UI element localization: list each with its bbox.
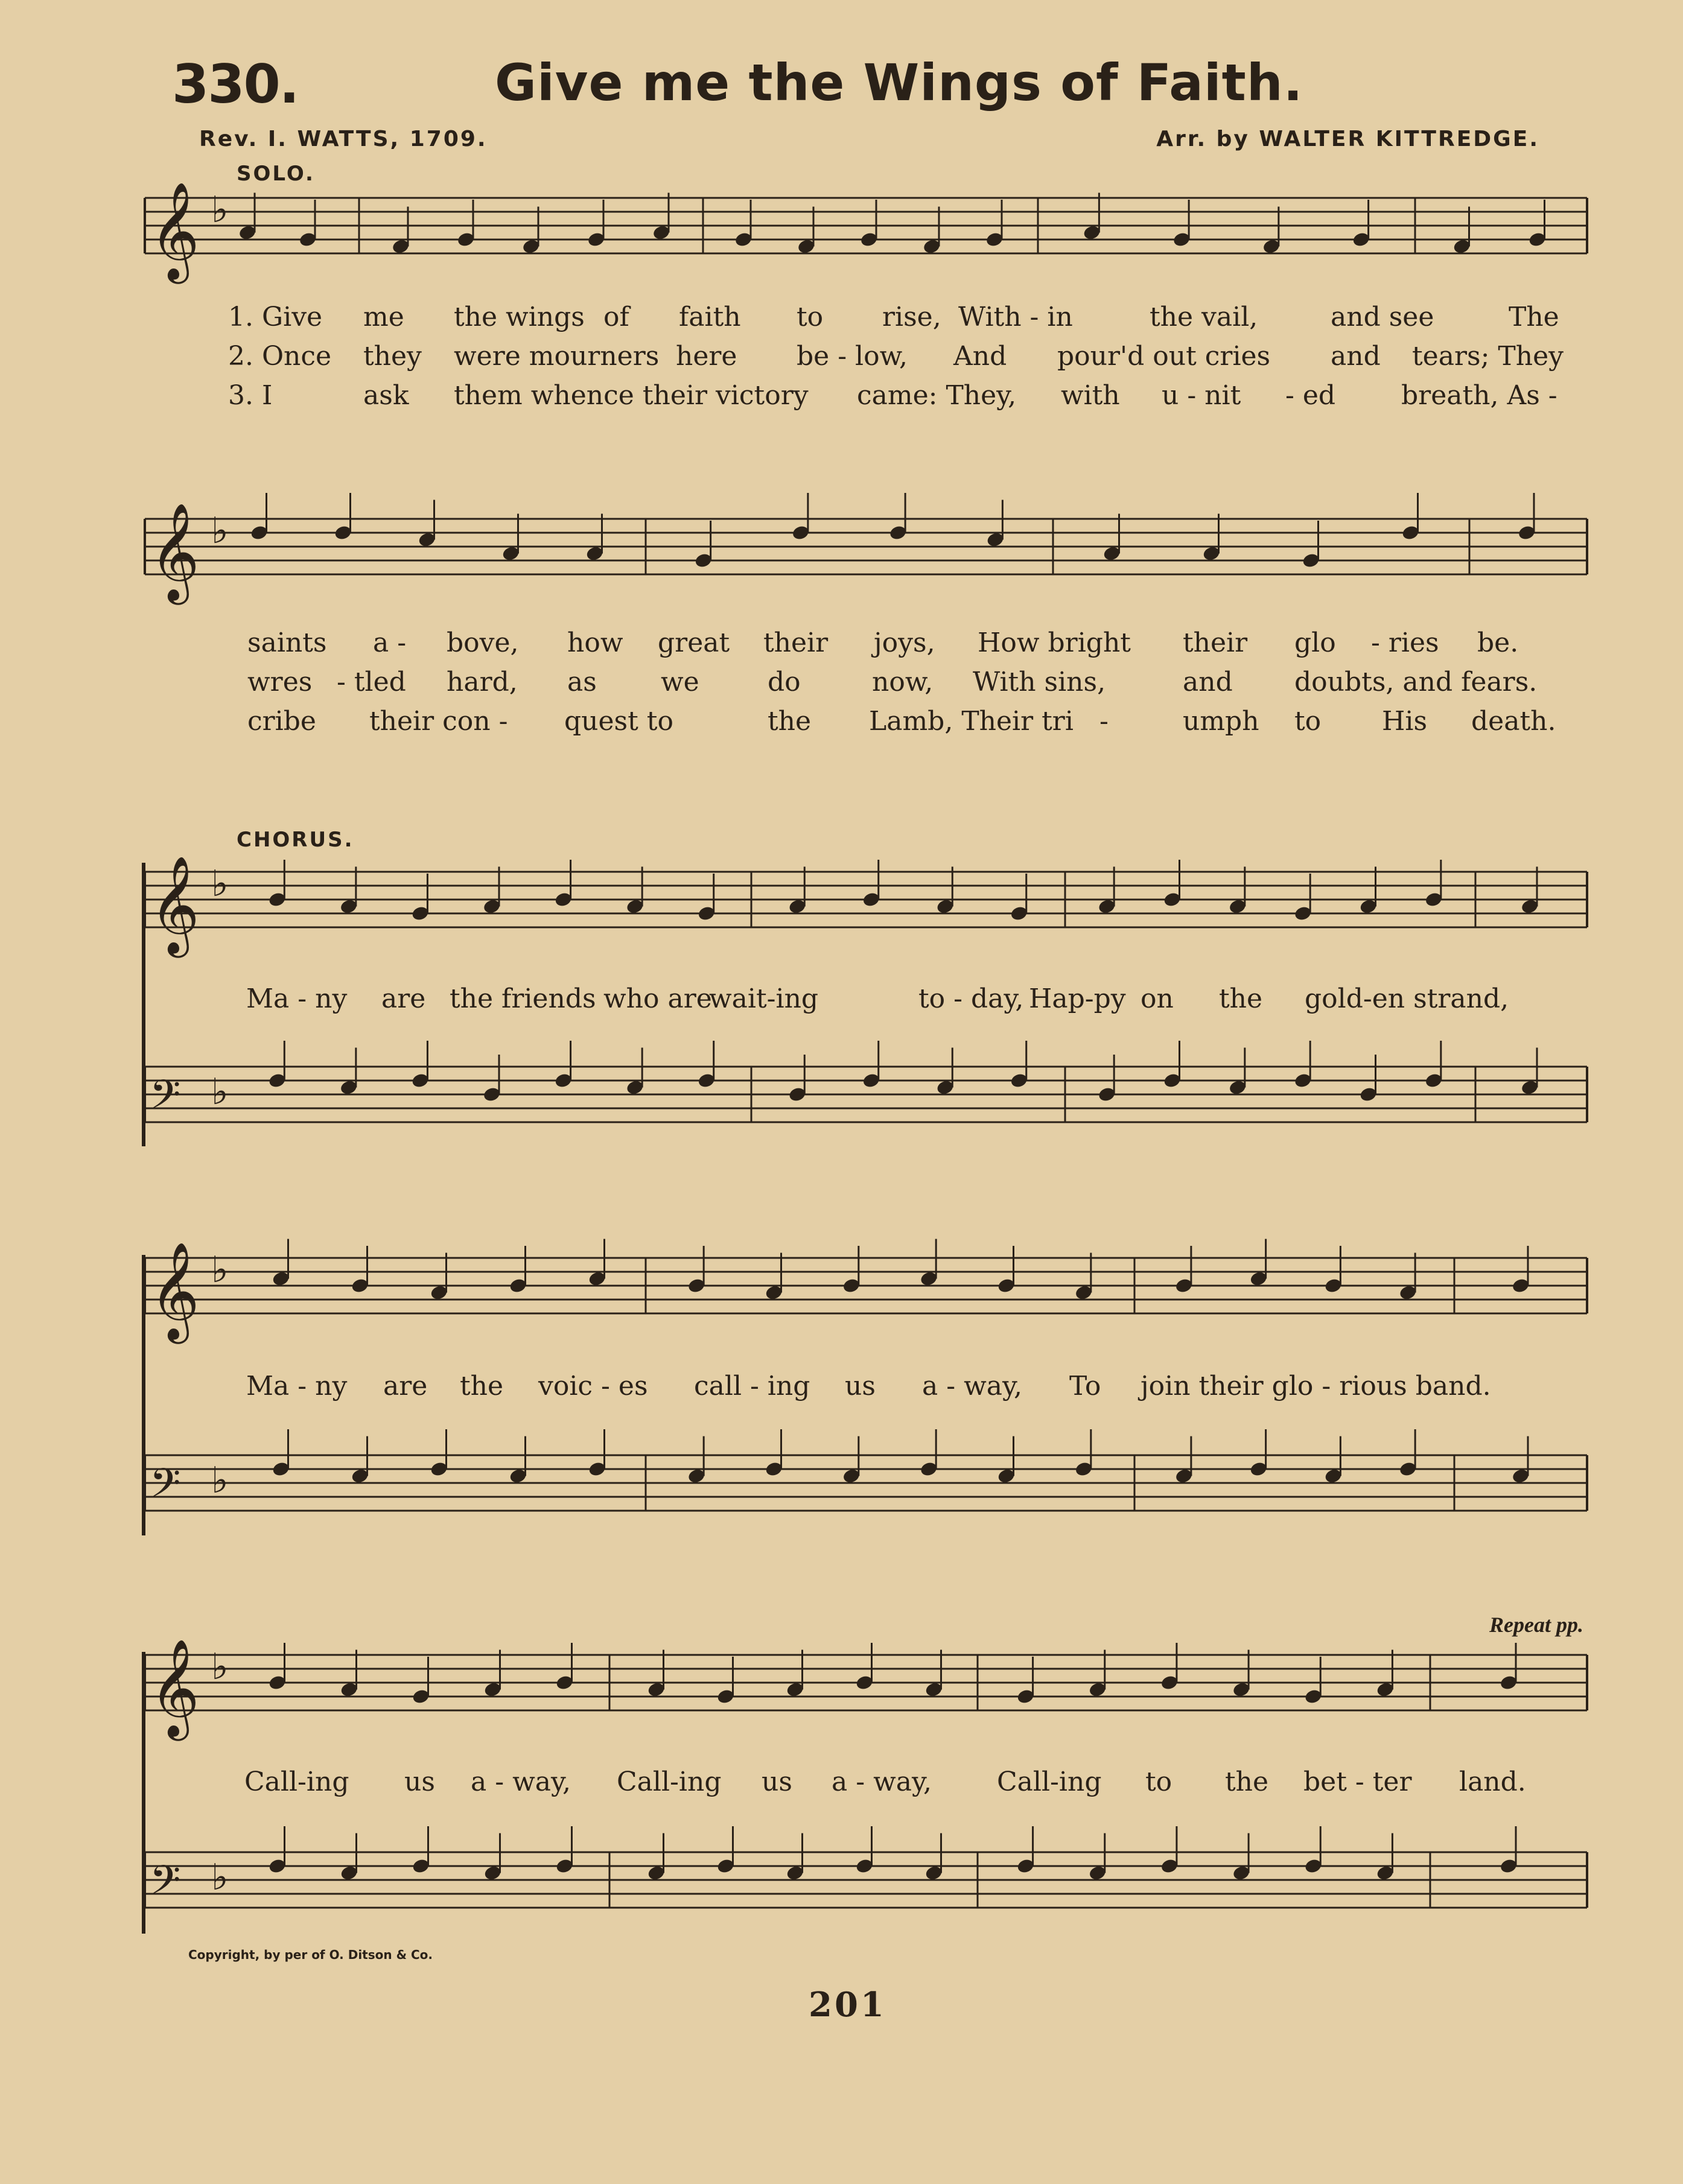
- hymn-title: Give me the Wings of Faith.: [495, 53, 1303, 112]
- flat-icon: ♭: [211, 1856, 229, 1899]
- treble-clef-icon: 𝄞: [150, 182, 200, 280]
- solo-direction: SOLO.: [237, 162, 315, 186]
- flat-icon: ♭: [211, 1071, 229, 1113]
- flat-icon: ♭: [211, 1646, 229, 1688]
- treble-clef-icon: 𝄞: [150, 856, 200, 954]
- copyright-notice: Copyright, by per of O. Ditson & Co.: [188, 1948, 433, 1962]
- flat-icon: ♭: [211, 1249, 229, 1291]
- bass-clef-icon: 𝄢: [150, 1857, 181, 1913]
- arranger-credit: Arr. by WALTER KITTREDGE.: [1156, 127, 1539, 151]
- flat-icon: ♭: [211, 863, 229, 905]
- treble-clef-icon: 𝄞: [150, 1242, 200, 1340]
- page-number: 201: [809, 1985, 886, 2025]
- treble-clef-icon: 𝄞: [150, 503, 200, 601]
- hymn-number: 330.: [172, 53, 299, 115]
- bass-clef-icon: 𝄢: [150, 1460, 181, 1516]
- repeat-direction: Repeat pp.: [1489, 1613, 1583, 1637]
- author-credit: Rev. I. WATTS, 1709.: [199, 127, 488, 151]
- flat-icon: ♭: [211, 1459, 229, 1502]
- treble-clef-icon: 𝄞: [150, 1639, 200, 1737]
- chorus-direction: CHORUS.: [237, 828, 354, 852]
- flat-icon: ♭: [211, 189, 229, 231]
- bass-clef-icon: 𝄢: [150, 1071, 181, 1128]
- flat-icon: ♭: [211, 510, 229, 552]
